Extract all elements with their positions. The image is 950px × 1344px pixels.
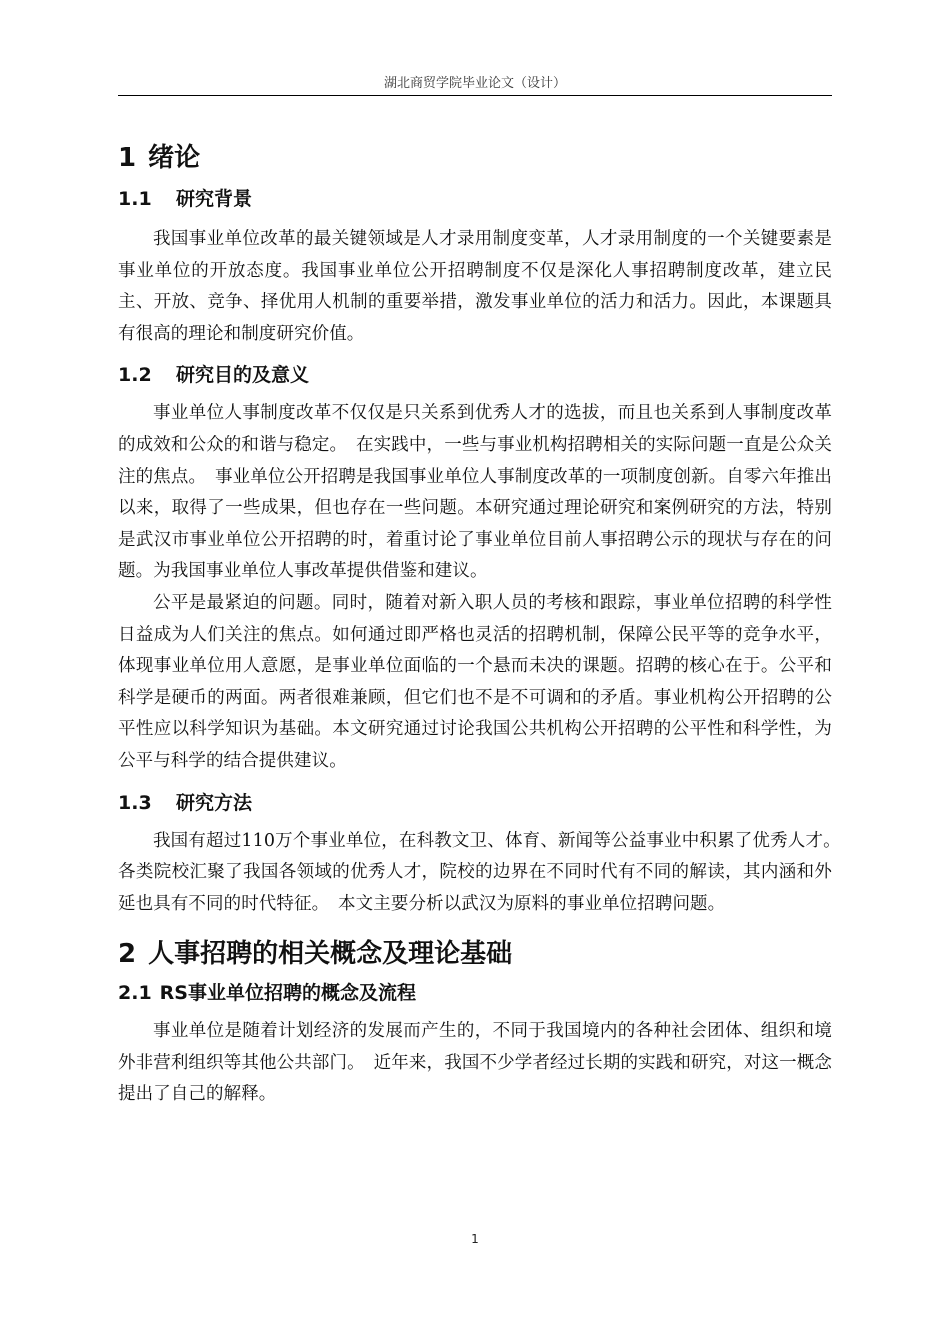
section-title: RS事业单位招聘的概念及流程 [159, 982, 416, 1005]
chapter-number: 1 [118, 143, 137, 173]
chapter-number: 2 [118, 939, 137, 970]
section-title: 研究方法 [176, 791, 253, 814]
paragraph: 事业单位是随着计划经济的发展而产生的，不同于我国境内的各种社会团体、组织和境外非营利组织等其他公共部门。 近年来，我国不少学者经过长期的实践和研究，对这一概念提出了自己的解释。 [118, 1021, 832, 1105]
section-number: 1.1 [118, 188, 152, 210]
page-number: 1 [471, 1232, 479, 1246]
section-title: 研究背景 [176, 188, 253, 210]
paragraph: 事业单位人事制度改革不仅仅是只关系到优秀人才的选拔，而且也关系到人事制度改革的成效和公众的和谐与稳定。 在实践中，一些与事业机构招聘相关的实际问题一直是公众关注的焦点。 事业单位公开招聘是我国事业单位人事制度改革的一项制度创新。自零六年推出以来，取得了一些成果，但也存在一些问题。本研究通过理论研究和案例研究的方法，特别是武汉市事业单位公开招聘的时，着重讨论了事业单位目前人事招聘公示的现状与存在的问题。为我国事业单位人事改革提供借鉴和建议。 [118, 403, 832, 582]
paragraph: 我国有超过110万个事业单位，在科教文卫、体育、新闻等公益事业中积累了优秀人才。 各类院校汇聚了我国各领域的优秀人才，院校的边界在不同时代有不同的解读，其内涵和外延也具有不同的时代特征。 本文主要分析以武汉为原料的事业单位招聘问题。 [118, 830, 850, 914]
chapter-title: 人事招聘的相关概念及理论基础 [148, 939, 513, 970]
chapter-1-heading [118, 138, 832, 178]
paragraph: 我国事业单位改革的最关键领域是人才录用制度变革，人才录用制度的一个关键要素是事业单位的开放态度。我国事业单位公开招聘制度不仅是深化人事招聘制度改革，建立民主、开放、竞争、择优用人机制的重要举措，激发事业单位的活力和活力。因此，本课题具有很高的理论和制度研究价值。 [118, 229, 832, 344]
section-title: 研究目的及意义 [176, 364, 310, 387]
section-2-1-heading [118, 978, 832, 1008]
section-number: 1.2 [118, 364, 152, 387]
document-body [118, 138, 850, 1111]
section-1-2-heading [118, 360, 832, 390]
section-number: 1.3 [118, 791, 152, 814]
section-1-3-heading [118, 788, 832, 818]
section-number: 2.1 [118, 982, 152, 1005]
section-1-1-heading [118, 184, 832, 214]
paragraph: 公平是最紧迫的问题。同时，随着对新入职人员的考核和跟踪，事业单位招聘的科学性日益成为人们关注的焦点。如何通过即严格也灵活的招聘机制，保障公民平等的竞争水平，体现事业单位用人意愿，是事业单位面临的一个悬而未决的课题。招聘的核心在于。公平和科学是硬币的两面。两者很难兼顾，但它们也不是不可调和的矛盾。事业机构公开招聘的公平性应以科学知识为基础。本文研究通过讨论我国公共机构公开招聘的公平性和科学性，为公平与科学的结合提供建议。 [118, 592, 832, 771]
header-rule [118, 95, 832, 96]
chapter-2-heading [118, 934, 832, 974]
page-header: 湖北商贸学院毕业论文（设计） [383, 76, 566, 91]
chapter-title: 绪论 [148, 143, 201, 173]
